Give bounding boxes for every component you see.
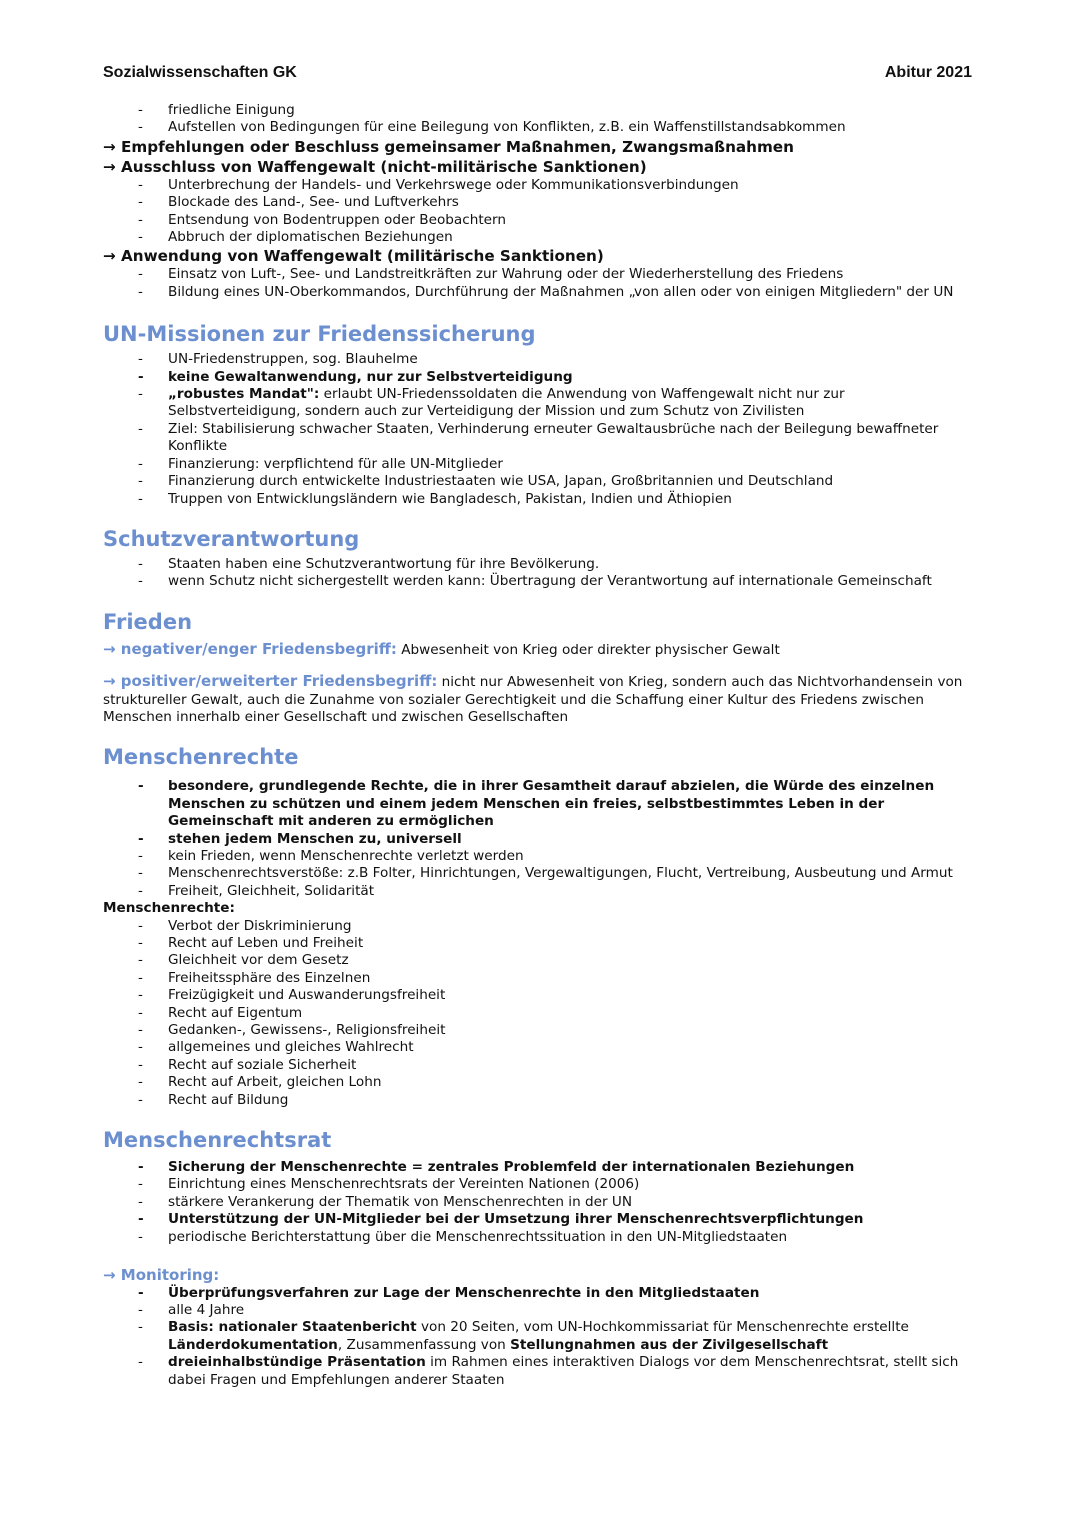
list-item: - Freiheit, Gleichheit, Solidarität bbox=[103, 883, 973, 900]
list-item: - alle 4 Jahre bbox=[103, 1302, 973, 1319]
arrow-heading-military: → Anwendung von Waffengewalt (militärische Sanktionen) bbox=[103, 247, 604, 266]
list-item: - Recht auf Bildung bbox=[103, 1092, 973, 1109]
list-un-missions bbox=[103, 351, 973, 508]
list-monitoring bbox=[103, 1285, 973, 1389]
term-positive-peace: → positiver/erweiterter Friedensbegriff: bbox=[103, 672, 438, 691]
list-item: - Überprüfungsverfahren zur Lage der Menschenrechte in den Mitgliedstaaten bbox=[103, 1285, 973, 1302]
plain-text: von 20 Seiten, vom UN-Hochkommissariat für Menschenrechte erstellte bbox=[416, 1319, 909, 1336]
list-item bbox=[103, 1319, 973, 1354]
list-item: - Truppen von Entwicklungsländern wie Bangladesch, Pakistan, Indien und Äthiopien bbox=[103, 491, 973, 508]
list-item: - Recht auf soziale Sicherheit bbox=[103, 1057, 973, 1074]
list-military bbox=[103, 266, 973, 301]
peace-negative-definition bbox=[103, 641, 973, 659]
list-item: - Verbot der Diskriminierung bbox=[103, 918, 973, 935]
header-subject: Sozialwissenschaften GK bbox=[103, 64, 297, 81]
term-negative-peace: → negativer/enger Friedensbegriff: bbox=[103, 639, 397, 658]
list-item: - Freizügigkeit und Auswanderungsfreiheit bbox=[103, 987, 973, 1004]
list-item: - Staaten haben eine Schutzverantwortung für ihre Bevölkerung. bbox=[103, 556, 973, 573]
list-item: - Unterbrechung der Handels- und Verkehrswege oder Kommunikationsverbindungen bbox=[103, 177, 973, 194]
list-protection bbox=[103, 556, 973, 591]
human-rights-list-label: Menschenrechte: bbox=[103, 900, 235, 917]
bold-text: Stellungnahmen aus der Zivilgesellschaft bbox=[510, 1336, 829, 1353]
list-item: - Entsendung von Bodentruppen oder Beobachtern bbox=[103, 212, 973, 229]
list-item: - Recht auf Leben und Freiheit bbox=[103, 935, 973, 952]
monitoring-label: → Monitoring: bbox=[103, 1266, 220, 1285]
section-title-human-rights-council: Menschenrechtsrat bbox=[103, 1128, 332, 1153]
definition-text: Abwesenheit von Krieg oder direkter physischer Gewalt bbox=[396, 641, 780, 658]
list-item: - kein Frieden, wenn Menschenrechte verletzt werden bbox=[103, 848, 973, 865]
bold-text: dreieinhalbstündige Präsentation bbox=[168, 1354, 426, 1371]
section-title-un-missions: UN-Missionen zur Friedenssicherung bbox=[103, 322, 536, 347]
peace-positive-definition bbox=[103, 673, 973, 726]
header-exam: Abitur 2021 bbox=[884, 64, 972, 81]
list-item: - Bildung eines UN-Oberkommandos, Durchführung der Maßnahmen „von allen oder von einigen Mitgliedern" der UN bbox=[103, 284, 973, 301]
list-item: - Abbruch der diplomatischen Beziehungen bbox=[103, 229, 973, 246]
plain-text: , Zusammenfassung von bbox=[337, 1336, 511, 1353]
arrow-heading-non-military: → Ausschluss von Waffengewalt (nicht-militärische Sanktionen) bbox=[103, 157, 647, 176]
list-item: - Menschenrechtsverstöße: z.B Folter, Hinrichtungen, Vergewaltigungen, Flucht, Vertreibung, Ausbeutung und Armut bbox=[103, 865, 973, 882]
list-item: - Finanzierung: verpflichtend für alle UN-Mitglieder bbox=[103, 456, 973, 473]
spacer bbox=[103, 659, 973, 673]
list-item: - stehen jedem Menschen zu, universell bbox=[103, 831, 973, 848]
list-item: - Aufstellen von Bedingungen für eine Beilegung von Konflikten, z.B. ein Waffenstillstandsabkommen bbox=[103, 119, 973, 136]
definition-text: nicht nur Abwesenheit von Krieg, sondern auch das Nichtvorhandensein von struktureller Gewalt, auch die Zunahme von sozialer Gerechtigkeit und die Schaffung einer Kultur des Friedens zwischen Menschen innerhalb einer Gesellschaft und zwischen Gesellschaften bbox=[103, 674, 963, 725]
list-human-rights bbox=[103, 918, 973, 1109]
page-header bbox=[103, 64, 972, 82]
list-item: - Ziel: Stabilisierung schwacher Staaten, Verhinderung erneuter Gewaltausbrüche nach der Beilegung bewaffneter Konflikte bbox=[103, 421, 973, 456]
list-item: - besondere, grundlegende Rechte, die in ihrer Gesamtheit darauf abzielen, die Würde des einzelnen Menschen zu schützen und einem jedem Menschen ein freies, selbstbestimmtes Leben in der Gemeinschaft mit anderen zu ermöglichen bbox=[103, 778, 973, 830]
list-item: - Sicherung der Menschenrechte = zentrales Problemfeld der internationalen Beziehungen bbox=[103, 1159, 973, 1176]
list-item: - periodische Berichterstattung über die Menschenrechtssituation in den UN-Mitgliedstaaten bbox=[103, 1229, 973, 1246]
plain-text: im Rahmen eines interaktiven Dialogs vor dem Menschenrechtsrat, stellt sich dabei Fragen und Empfehlungen anderer Staaten bbox=[168, 1354, 959, 1388]
list-item: - Blockade des Land-, See- und Luftverkehrs bbox=[103, 194, 973, 211]
list-item: - Gedanken-, Gewissens-, Religionsfreiheit bbox=[103, 1022, 973, 1039]
term-robust-mandate: „robustes Mandat": bbox=[168, 386, 320, 403]
arrow-heading-measures: → Empfehlungen oder Beschluss gemeinsamer Maßnahmen, Zwangsmaßnahmen bbox=[103, 137, 794, 156]
list-item bbox=[103, 386, 973, 421]
document-content bbox=[103, 102, 973, 1389]
list-item: - Recht auf Arbeit, gleichen Lohn bbox=[103, 1074, 973, 1091]
bold-text: Basis: nationaler Staatenbericht bbox=[168, 1319, 417, 1336]
list-item: - Unterstützung der UN-Mitglieder bei der Umsetzung ihrer Menschenrechtsverpflichtungen bbox=[103, 1211, 973, 1228]
list-item: - Finanzierung durch entwickelte Industriestaaten wie USA, Japan, Großbritannien und Deutschland bbox=[103, 473, 973, 490]
list-item: - Einsatz von Luft-, See- und Landstreitkräften zur Wahrung oder der Wiederherstellung des Friedens bbox=[103, 266, 973, 283]
list-item: - allgemeines und gleiches Wahlrecht bbox=[103, 1039, 973, 1056]
list-item: - UN-Friedenstruppen, sog. Blauhelme bbox=[103, 351, 973, 368]
list-item: - stärkere Verankerung der Thematik von Menschenrechten in der UN bbox=[103, 1194, 973, 1211]
list-item: - friedliche Einigung bbox=[103, 102, 973, 119]
section-title-human-rights: Menschenrechte bbox=[103, 745, 299, 770]
section-title-protection: Schutzverantwortung bbox=[103, 526, 360, 551]
section-title-peace: Frieden bbox=[103, 609, 193, 634]
list-item bbox=[103, 1354, 973, 1389]
list-human-rights-facts bbox=[103, 778, 973, 900]
list-item: - keine Gewaltanwendung, nur zur Selbstverteidigung bbox=[103, 369, 973, 386]
definition-text: erlaubt UN-Friedenssoldaten die Anwendung von Waffengewalt nicht nur zur Selbstverteidigung, sondern auch zur Verteidigung der Mission und zum Schutz von Zivilisten bbox=[168, 386, 845, 420]
bold-text: Länderdokumentation bbox=[168, 1336, 338, 1353]
list-non-military bbox=[103, 177, 973, 247]
list-item: - Freiheitssphäre des Einzelnen bbox=[103, 970, 973, 987]
list-item: - Einrichtung eines Menschenrechtsrats der Vereinten Nationen (2006) bbox=[103, 1176, 973, 1193]
list-item: - Gleichheit vor dem Gesetz bbox=[103, 952, 973, 969]
list-item: - Recht auf Eigentum bbox=[103, 1005, 973, 1022]
list-council bbox=[103, 1159, 973, 1246]
list-item: - wenn Schutz nicht sichergestellt werden kann: Übertragung der Verantwortung auf internationale Gemeinschaft bbox=[103, 573, 973, 590]
list-settlement bbox=[103, 102, 973, 137]
